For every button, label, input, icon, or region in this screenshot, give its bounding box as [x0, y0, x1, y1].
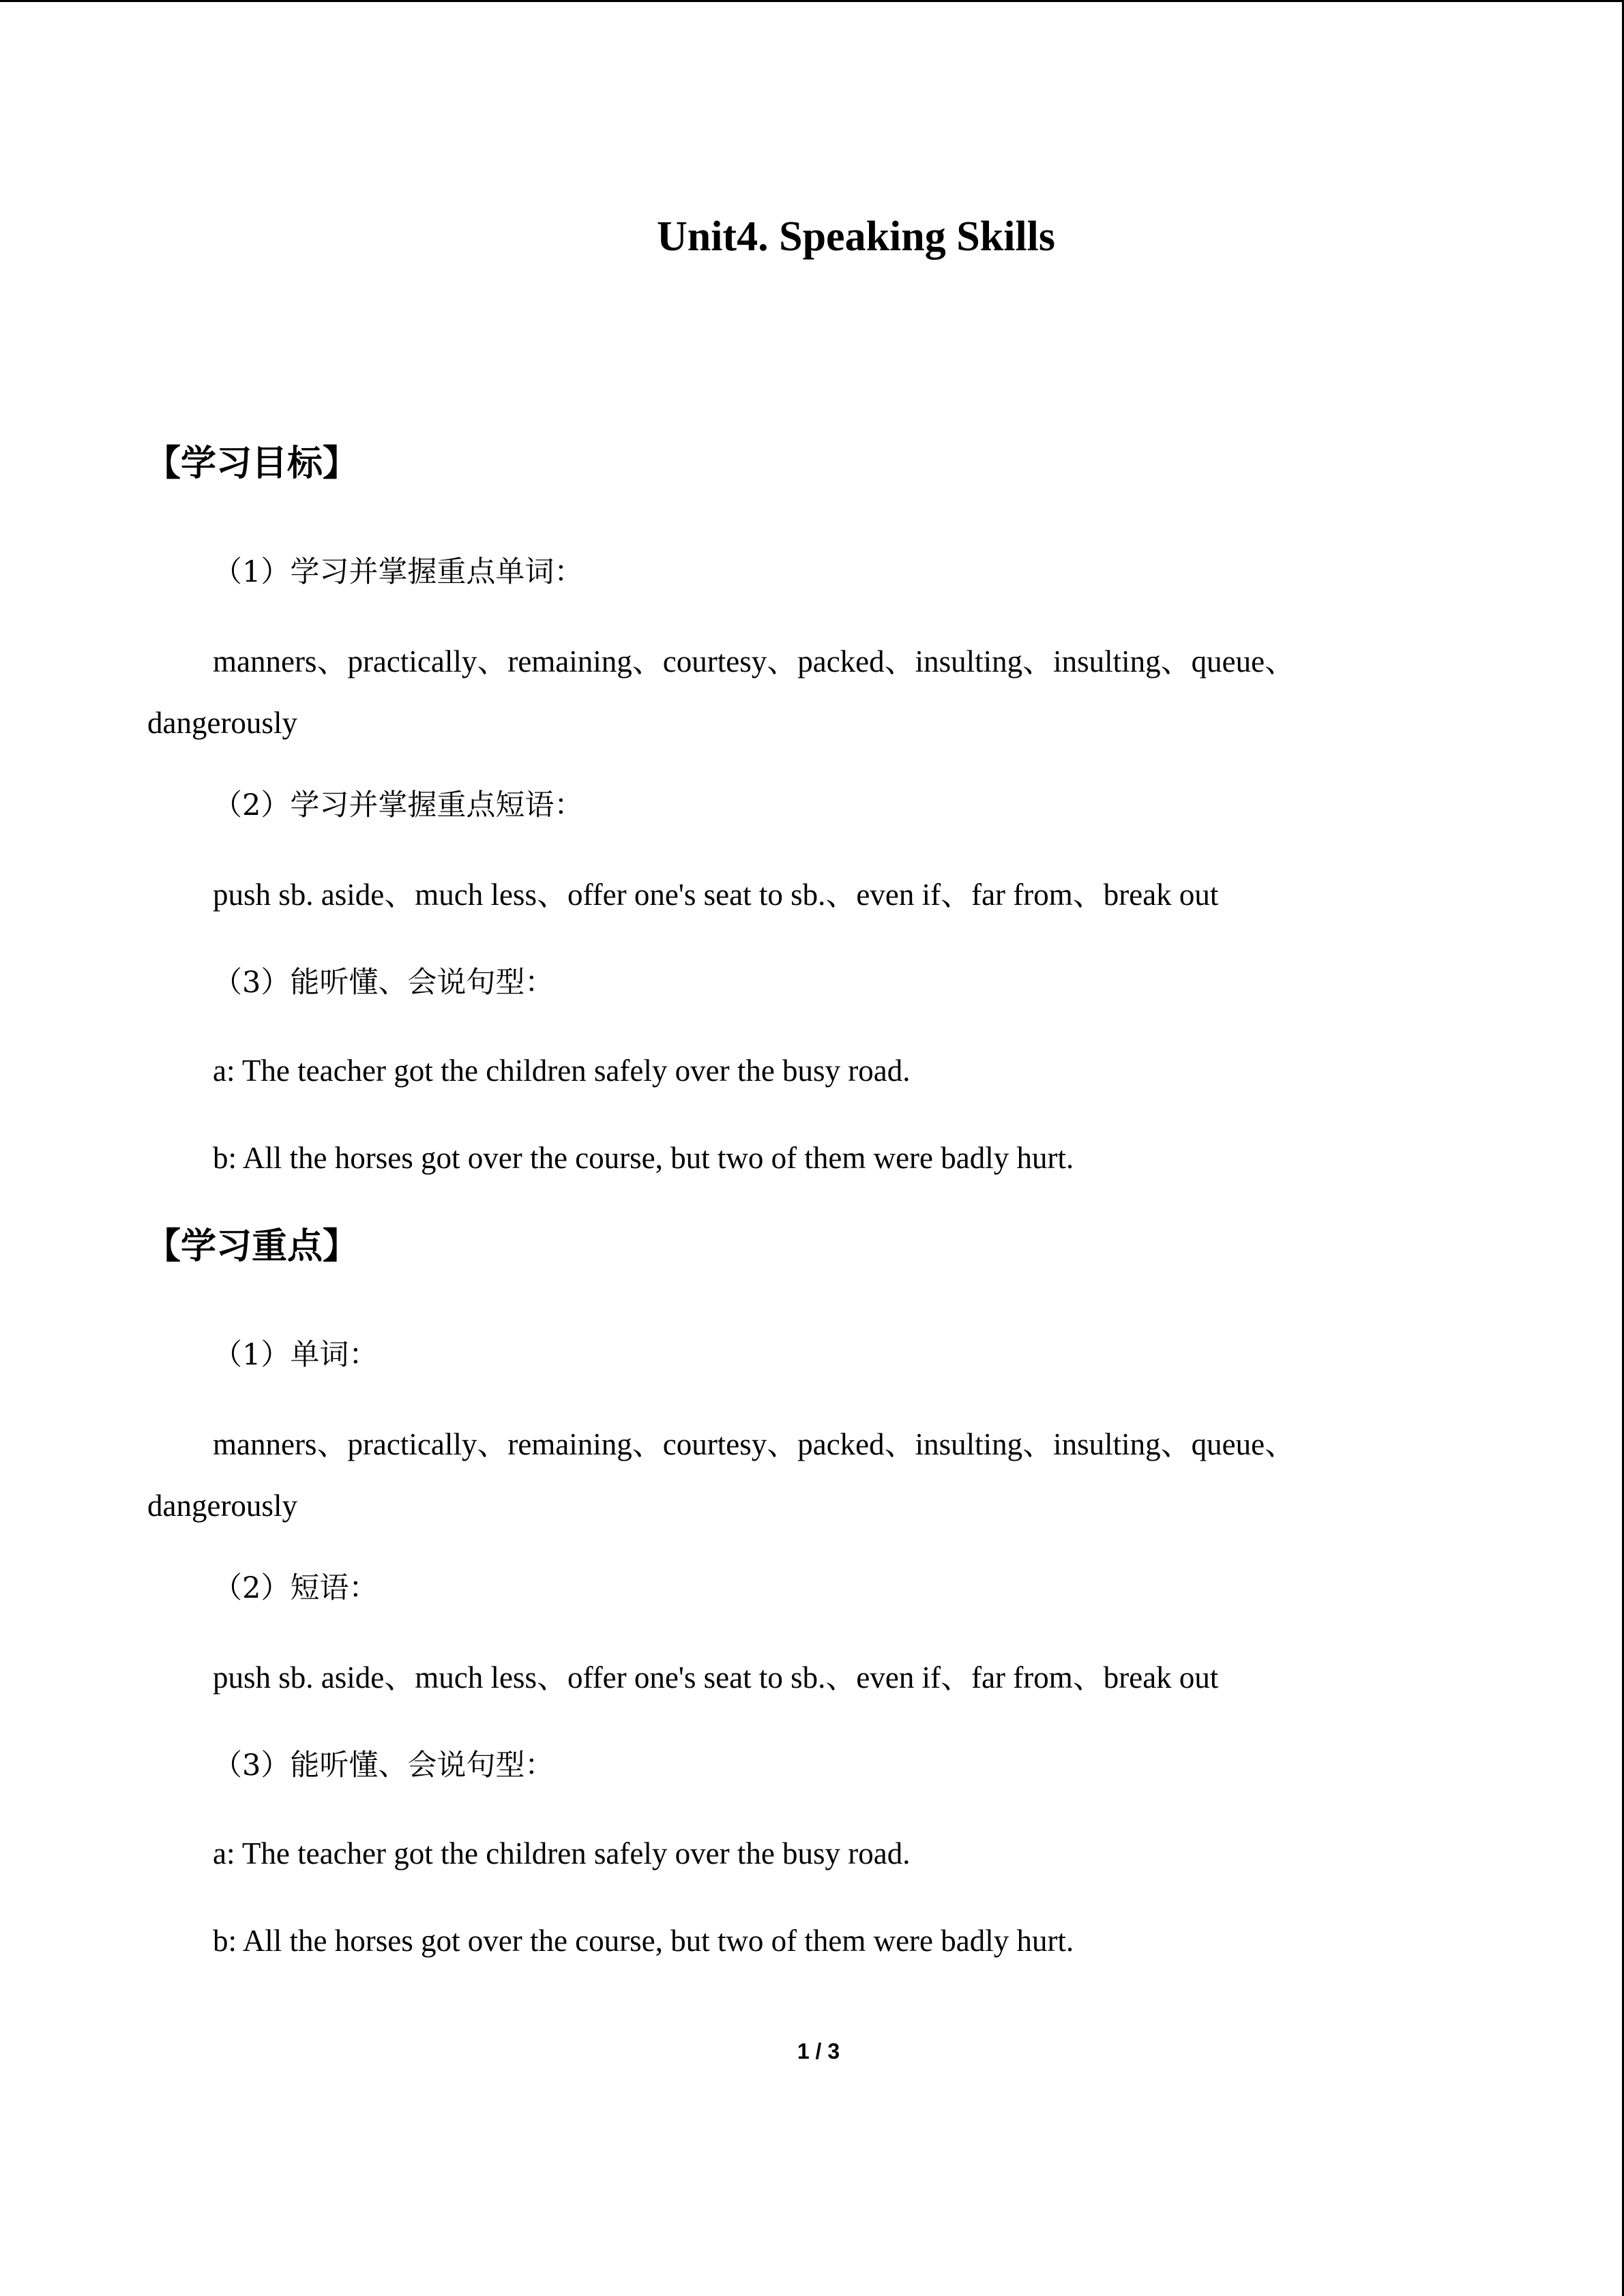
- section-heading-learning-objectives: 【学习目标】: [145, 443, 359, 484]
- objectives-sentences-label: （3）能听懂、会说句型：: [213, 966, 555, 1000]
- objectives-words-line1: manners、practically、remaining、courtesy、packed、insulting、insulting、queue、: [213, 644, 1296, 679]
- keypoints-sentence-a: a: The teacher got the children safely over the busy road.: [213, 1836, 911, 1870]
- keypoints-words-label: （1）单词：: [213, 1338, 379, 1372]
- keypoints-sentences-label: （3）能听懂、会说句型：: [213, 1748, 555, 1783]
- keypoints-phrases-label: （2）短语：: [213, 1571, 379, 1605]
- objectives-sentence-b: b: All the horses got over the course, but two of them were badly hurt.: [213, 1141, 1074, 1175]
- objectives-words-label: （1）学习并掌握重点单词：: [213, 555, 584, 589]
- objectives-phrases: push sb. aside、much less、offer one's seat to sb.、even if、far from、break out: [213, 878, 1219, 912]
- objectives-words-line2: dangerously: [147, 706, 297, 740]
- keypoints-words-line1: manners、practically、remaining、courtesy、packed、insulting、insulting、queue、: [213, 1427, 1296, 1461]
- keypoints-sentence-b: b: All the horses got over the course, but two of them were badly hurt.: [213, 1924, 1074, 1958]
- document-title: Unit4. Speaking Skills: [656, 213, 1056, 260]
- keypoints-words-line2: dangerously: [147, 1489, 297, 1523]
- section-heading-key-points: 【学习重点】: [145, 1226, 359, 1267]
- keypoints-phrases: push sb. aside、much less、offer one's seat to sb.、even if、far from、break out: [213, 1660, 1219, 1695]
- objectives-sentence-a: a: The teacher got the children safely over the busy road.: [213, 1054, 911, 1088]
- objectives-phrases-label: （2）学习并掌握重点短语：: [213, 788, 584, 822]
- page-number: 1 / 3: [797, 2039, 840, 2063]
